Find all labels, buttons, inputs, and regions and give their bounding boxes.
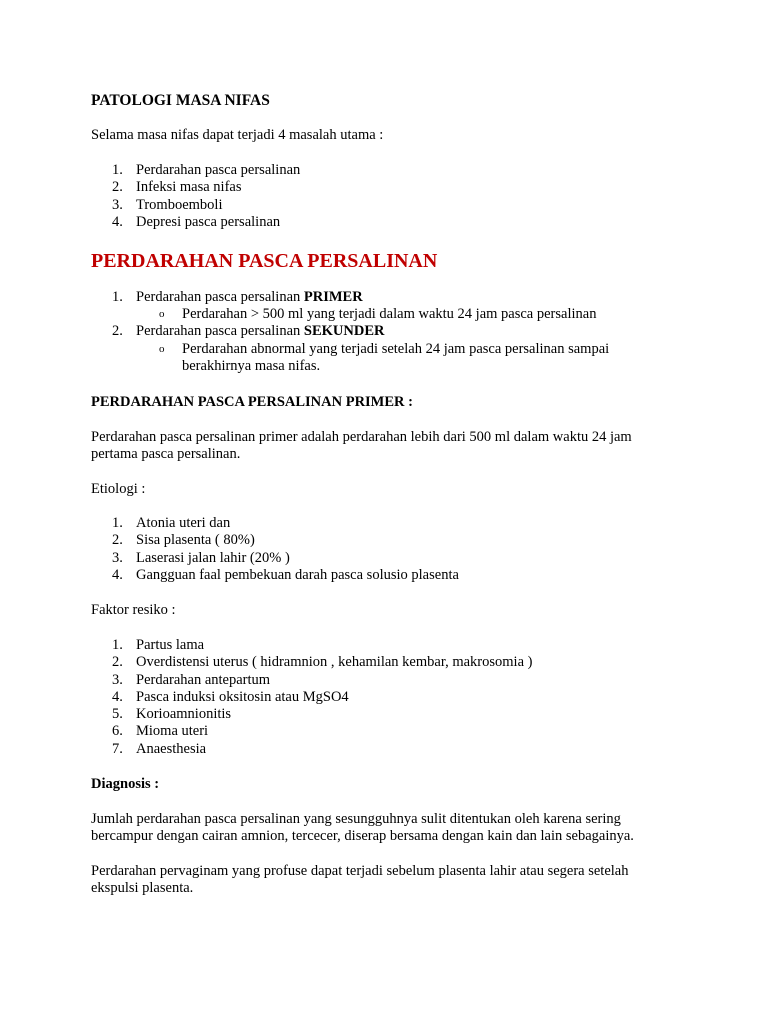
bold-term: PRIMER: [303, 289, 363, 305]
diagnosis-label: Diagnosis :: [91, 776, 160, 792]
primer-definition-line1: Perdarahan pasca persalinan primer adalah perdarahan lebih dari 500 ml dalam waktu 24 jam: [91, 429, 632, 445]
diagnosis-paragraph2-line1: Perdarahan pervaginam yang profuse dapat terjadi sebelum plasenta lahir atau segera setelah: [91, 863, 629, 879]
bold-term: SEKUNDER: [303, 323, 385, 339]
bullet-icon: o: [159, 308, 165, 320]
diagnosis-paragraph2-line2: ekspulsi plasenta.: [91, 880, 194, 896]
intro-paragraph: Selama masa nifas dapat terjadi 4 masalah utama :: [91, 127, 384, 143]
primer-heading: PERDARAHAN PASCA PERSALINAN PRIMER :: [91, 394, 413, 410]
diagnosis-paragraph1-line1: Jumlah perdarahan pasca persalinan yang sesungguhnya sulit ditentukan oleh karena sering: [91, 811, 621, 827]
section-heading: PERDARAHAN PASCA PERSALINAN: [91, 250, 438, 272]
bullet-icon: o: [159, 343, 165, 355]
diagnosis-paragraph1-line2: bercampur dengan cairan amnion, tercecer, diserap bersama dengan kain dan lain sebagainya.: [91, 828, 634, 844]
primer-definition-line2: pertama pasca persalinan.: [91, 446, 241, 462]
page-title: PATOLOGI MASA NIFAS: [91, 92, 270, 109]
faktor-label: Faktor resiko :: [91, 602, 176, 618]
etiologi-label: Etiologi :: [91, 481, 146, 497]
